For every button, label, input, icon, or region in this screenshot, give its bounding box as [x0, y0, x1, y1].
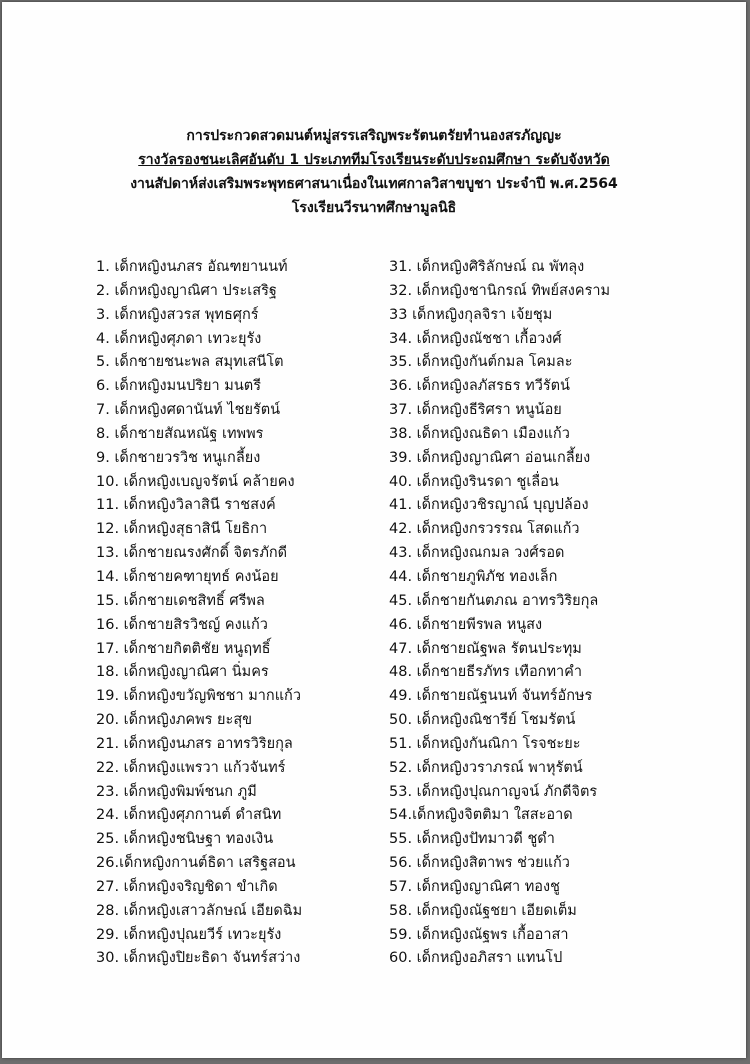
list-item-number: 10. [96, 473, 124, 490]
list-item-number: 42. [389, 521, 417, 538]
list-item-name: เด็กหญิงปุณกาญจน์ ภักดีจิตร [416, 783, 598, 800]
list-item [96, 518, 386, 542]
list-item-number: 25. [96, 831, 124, 848]
list-item-name: เด็กชายณัฐพล รัตนประทุม [416, 640, 582, 657]
list-item-name: เด็กหญิงพิมพ์ชนก ภูมี [123, 783, 257, 800]
list-item-name: เด็กหญิงจิตติมา ใสสะอาด [412, 807, 573, 824]
list-item-name: เด็กหญิงญาณิศา อ่อนเกลี้ยง [416, 449, 591, 466]
list-item-number: 38. [389, 425, 417, 442]
list-item [389, 566, 689, 590]
list-item [389, 447, 689, 471]
list-item-number: 5. [96, 354, 115, 371]
list-item-number: 7. [96, 402, 115, 419]
list-item [96, 876, 386, 900]
list-item-name: เด็กหญิงสวรส พุทธศุกร์ [114, 306, 259, 323]
list-item [389, 256, 689, 280]
list-item-name: เด็กชายชนะพล สมุทเสนีโต [114, 354, 284, 371]
list-item-number: 8. [96, 425, 115, 442]
list-item-name: เด็กหญิงขวัญพิชชา มากแก้ว [123, 688, 301, 705]
list-item [96, 280, 386, 304]
list-item-number: 14. [96, 568, 124, 585]
header-title: การประกวดสวดมนต์หมู่สรรเสริญพระรัตนตรัยทำนองสรภัญญะ [186, 128, 562, 144]
list-item-name: เด็กหญิงสุธาสินี โยธิกา [123, 521, 268, 538]
list-item-name: เด็กชายสัณหณัฐ เทพพร [114, 425, 264, 442]
list-item-name: เด็กชายกันตภณ อาทรวิริยกุล [416, 592, 599, 609]
list-item-number: 6. [96, 378, 115, 395]
list-item-name: เด็กหญิงปิยะธิดา จันทร์สว่าง [123, 950, 301, 967]
list-item-number: 15. [96, 592, 124, 609]
list-item [96, 614, 386, 638]
document-page [2, 2, 746, 1058]
list-item-name: เด็กหญิงศิริลักษณ์ ณ พัทลุง [416, 259, 585, 275]
list-item-number: 50. [389, 712, 417, 729]
list-item-name: เด็กหญิงณกมล วงศ์รอด [416, 545, 565, 562]
list-item-name: เด็กหญิงรินรดา ชูเลื่อน [416, 473, 559, 490]
list-item-number: 17. [96, 640, 124, 657]
list-item-number: 45. [389, 592, 417, 609]
list-item [96, 947, 386, 971]
document-header [2, 124, 746, 220]
list-item-name: เด็กหญิงวราภรณ์ พาหุรัตน์ [416, 759, 583, 776]
list-item [96, 256, 386, 280]
list-item [96, 757, 386, 781]
list-item-name: เด็กหญิงปุณยวีร์ เทวะยุรัง [123, 926, 282, 943]
list-item-name: เด็กหญิงกานต์ธิดา เสริฐสอน [119, 855, 296, 872]
list-item-number: 57. [389, 878, 417, 895]
list-item-number: 30. [96, 950, 124, 967]
list-item-name: เด็กหญิงวิลาสินี ราชสงค์ [123, 497, 276, 514]
list-item-name: เด็กชายคฑายุทธ์ คงน้อย [123, 568, 279, 585]
list-item-name: เด็กหญิงกรวรรณ โสดแก้ว [416, 521, 580, 538]
list-item-name: เด็กหญิงณัชชา เกื้อวงศ์ [416, 330, 562, 347]
list-item-number: 1. [96, 259, 115, 275]
list-item-name: เด็กหญิงญาณิศา ทองชู [416, 878, 560, 895]
list-item-name: เด็กหญิงกันต์กมล โคมละ [416, 354, 573, 371]
list-item-name: เด็กหญิงญาณิศา ประเสริฐ [114, 282, 277, 299]
list-item [389, 590, 689, 614]
list-item-number: 37. [389, 402, 417, 419]
list-item-number: 49. [389, 688, 417, 705]
list-item [389, 399, 689, 423]
list-item-number: 13. [96, 545, 124, 562]
list-item-name: เด็กหญิงณัฐพร เกื้ออาสา [416, 926, 569, 943]
list-item-number: 24. [96, 807, 124, 824]
list-item-number: 9. [96, 449, 115, 466]
list-item-name: เด็กหญิงแพรวา แก้วจันทร์ [123, 759, 286, 776]
list-item-name: เด็กหญิงศุภกานต์ ดำสนิท [123, 807, 282, 824]
list-item [96, 542, 386, 566]
list-item [96, 661, 386, 685]
list-item [96, 685, 386, 709]
list-item [96, 828, 386, 852]
list-item [389, 471, 689, 495]
list-item-name: เด็กชายพีรพล หนูสง [416, 616, 543, 633]
list-item-number: 22. [96, 759, 124, 776]
list-item-name: เด็กชายกิตติชัย หนูฤทธิ์ [123, 640, 271, 657]
list-item-number: 34. [389, 330, 417, 347]
header-award: รางวัลรองชนะเลิศอันดับ 1 ประเภททีมโรงเรียนระดับประถมศึกษา ระดับจังหวัด [138, 152, 610, 168]
list-item [389, 328, 689, 352]
list-item [96, 638, 386, 662]
list-item-name: เด็กหญิงศุภดา เทวะยุรัง [114, 330, 262, 347]
list-item [389, 351, 689, 375]
list-item-number: 26. [96, 855, 120, 872]
list-item-name: เด็กหญิงจริญชิดา ขำเกิด [123, 878, 278, 895]
list-item-number: 43. [389, 545, 417, 562]
list-item-number: 33 [389, 306, 413, 323]
list-item-name: เด็กหญิงณิชารีย์ โชมรัตน์ [416, 712, 576, 729]
list-item [389, 518, 689, 542]
list-item-name: เด็กหญิงกุลจิรา เจ้ยชุม [412, 306, 553, 323]
list-item-number: 48. [389, 664, 417, 681]
list-item-name: เด็กหญิงอภิสรา แทนโป [416, 950, 563, 967]
list-item [96, 733, 386, 757]
list-item-number: 51. [389, 735, 417, 752]
list-item-number: 36. [389, 378, 417, 395]
list-item-name: เด็กหญิงนภสร อาทรวิริยกุล [123, 735, 293, 752]
list-item-name: เด็กชายสิรวิชญ์ คงแก้ว [123, 616, 268, 633]
list-item-number: 56. [389, 855, 417, 872]
list-item-name: เด็กหญิงนภสร อัณฑยานนท์ [114, 259, 288, 275]
list-item-name: เด็กหญิงเสาวลักษณ์ เอียดฉิม [123, 902, 303, 919]
list-item-number: 12. [96, 521, 124, 538]
list-item-name: เด็กชายณรงศักดิ์ จิตรภักดี [123, 545, 288, 562]
list-item [389, 685, 689, 709]
list-item-number: 32. [389, 282, 417, 299]
list-item-number: 47. [389, 640, 417, 657]
list-item-number: 58. [389, 902, 417, 919]
list-item [96, 709, 386, 733]
list-item [389, 709, 689, 733]
list-item [389, 614, 689, 638]
list-item [96, 304, 386, 328]
list-item [389, 542, 689, 566]
list-item-number: 59. [389, 926, 417, 943]
list-item-name: เด็กหญิงภคพร ยะสุข [123, 712, 253, 729]
list-item-number: 21. [96, 735, 124, 752]
name-list-right [389, 256, 689, 971]
list-item [389, 947, 689, 971]
list-item-name: เด็กหญิงชนิษฐา ทองเงิน [123, 831, 274, 848]
list-item-number: 16. [96, 616, 124, 633]
list-item-name: เด็กหญิงณธิดา เมืองแก้ว [416, 425, 570, 442]
list-item-number: 41. [389, 497, 417, 514]
list-item-number: 2. [96, 282, 115, 299]
list-item [96, 804, 386, 828]
list-item-number: 27. [96, 878, 124, 895]
list-item [96, 375, 386, 399]
list-item-number: 23. [96, 783, 124, 800]
list-item [389, 757, 689, 781]
list-item-number: 60. [389, 950, 417, 967]
list-item [96, 566, 386, 590]
header-school: โรงเรียนวีรนาทศึกษามูลนิธิ [291, 200, 457, 216]
list-item [96, 494, 386, 518]
list-item-number: 11. [96, 497, 124, 514]
list-item [96, 328, 386, 352]
list-item-name: เด็กหญิงกันณิกา โรจชะยะ [416, 735, 581, 752]
list-item-number: 44. [389, 568, 417, 585]
list-item [96, 399, 386, 423]
list-item-name: เด็กหญิงวชิรญาณ์ บุญปล้อง [416, 497, 589, 514]
header-event: งานสัปดาห์ส่งเสริมพระพุทธศาสนาเนื่องในเทศกาลวิสาขบูชา ประจำปี พ.ศ.2564 [130, 176, 618, 192]
list-item-name: เด็กหญิงธีริศรา หนูน้อย [416, 402, 562, 419]
list-item-name: เด็กชายธีรภัทร เทือกทาคำ [416, 664, 582, 681]
list-item-name: เด็กหญิงณัฐชยา เอียดเต็ม [416, 902, 577, 919]
list-item-number: 4. [96, 330, 115, 347]
list-item-name: เด็กชายวรวิช หนูเกลี้ยง [114, 449, 261, 466]
list-item-name: เด็กชายเดชสิทธิ์ ศรีพล [123, 592, 265, 609]
list-item-name: เด็กหญิงมนปริยา มนตรี [114, 378, 261, 395]
list-item [389, 852, 689, 876]
list-item-number: 40. [389, 473, 417, 490]
list-item-name: เด็กหญิงปัทมาวดี ชูดำ [416, 831, 555, 848]
list-item [96, 423, 386, 447]
list-item [96, 471, 386, 495]
list-item [389, 733, 689, 757]
list-item-number: 52. [389, 759, 417, 776]
list-item-number: 28. [96, 902, 124, 919]
list-item [389, 924, 689, 948]
list-item [389, 304, 689, 328]
list-item [389, 280, 689, 304]
list-item-number: 20. [96, 712, 124, 729]
name-list-left [96, 256, 386, 971]
list-item-number: 19. [96, 688, 124, 705]
list-item [96, 924, 386, 948]
list-item-name: เด็กหญิงญาณิศา นิ่มคร [123, 664, 269, 681]
list-item-number: 31. [389, 259, 417, 275]
list-item-name: เด็กหญิงศดานันท์ ไชยรัตน์ [114, 402, 281, 419]
list-item-name: เด็กหญิงสิตาพร ช่วยแก้ว [416, 855, 570, 872]
list-item-name: เด็กหญิงชานิกรณ์ ทิพย์สงคราม [416, 282, 611, 299]
list-item [389, 828, 689, 852]
list-item [389, 876, 689, 900]
list-item-number: 29. [96, 926, 124, 943]
list-item-number: 18. [96, 664, 124, 681]
list-item-number: 53. [389, 783, 417, 800]
list-item [96, 852, 386, 876]
list-item-name: เด็กหญิงเบญจรัตน์ คล้ายคง [123, 473, 295, 490]
list-item-number: 3. [96, 306, 115, 323]
list-item-number: 55. [389, 831, 417, 848]
list-item [96, 781, 386, 805]
list-item [389, 661, 689, 685]
list-item [96, 590, 386, 614]
list-item-number: 54. [389, 807, 413, 824]
list-item [389, 900, 689, 924]
list-item-number: 35. [389, 354, 417, 371]
list-item-name: เด็กชายณัฐนนท์ จันทร์อักษร [416, 688, 593, 705]
list-item [389, 804, 689, 828]
list-item [389, 638, 689, 662]
list-item [96, 447, 386, 471]
list-item [96, 900, 386, 924]
list-item [389, 423, 689, 447]
list-item-number: 39. [389, 449, 417, 466]
list-item-name: เด็กชายภูพิภัช ทองเล็ก [416, 568, 558, 585]
list-item [389, 494, 689, 518]
list-item [389, 375, 689, 399]
list-item [96, 351, 386, 375]
list-item-number: 46. [389, 616, 417, 633]
list-item-name: เด็กหญิงลภัสรธร ทวีรัตน์ [416, 378, 570, 395]
list-item [389, 781, 689, 805]
